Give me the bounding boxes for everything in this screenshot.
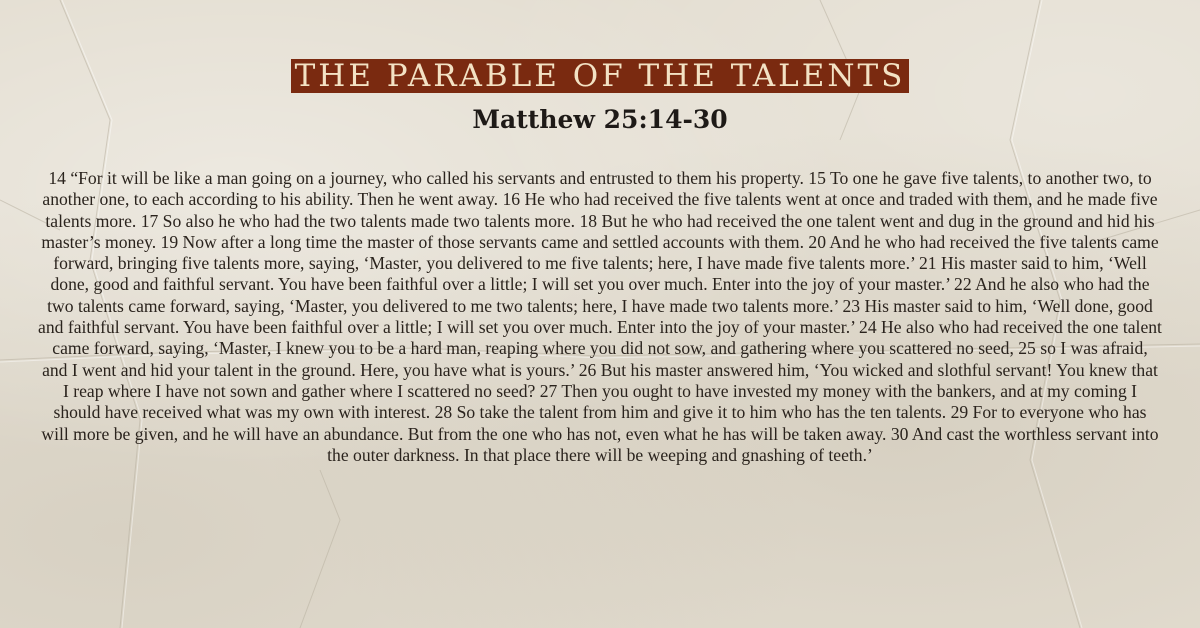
title-band [0,59,1200,93]
scripture-reference: Matthew 25:14-30 [472,105,728,134]
scripture-passage: 14 “For it will be like a man going on a journey, who called his servants and entrusted to them his property. 15 To one he gave five talents, to another two, to another one, to each according to his ability. Then he went away. 16 He who had received the five talents went at once and traded with them, and he made five talents more. 17 So also he who had the two talents made two talents more. 18 But he who had received the one talent went and dug in the ground and hid his master’s money. 19 Now after a long time the master of those servants came and settled accounts with them. 20 And he who had received the five talents came forward, bringing five talents more, saying, ‘Master, you delivered to me five talents; here, I have made five talents more.’ 21 His master said to him, ‘Well done, good and faithful servant. You have been faithful over a little; I will set you over much. Enter into the joy of your master.’ 22 And he also who had the two talents came forward, saying, ‘Master, you delivered to me two talents; here, I have made two talents more.’ 23 His master said to him, ‘Well done, good and faithful servant. You have been faithful over a little; I will set you over much. Enter into the joy of your master.’ 24 He also who had received the one talent came forward, saying, ‘Master, I knew you to be a hard man, reaping where you did not sow, and gathering where you scattered no seed, 25 so I was afraid, and I went and hid your talent in the ground. Here, you have what is yours.’ 26 But his master answered him, ‘You wicked and slothful servant! You knew that I reap where I have not sown and gather where I scattered no seed? 27 Then you ought to have invested my money with the bankers, and at my coming I should have received what was my own with interest. 28 So take the talent from him and give it to him who has the ten talents. 29 For to everyone who has will more be given, and he will have an abundance. But from the one who has not, even what he has will be taken away. 30 And cast the worthless servant into the outer darkness. In that place there will be weeping and gnashing of teeth.’ [38,168,1162,465]
page-title: THE PARABLE OF THE TALENTS [291,59,910,93]
